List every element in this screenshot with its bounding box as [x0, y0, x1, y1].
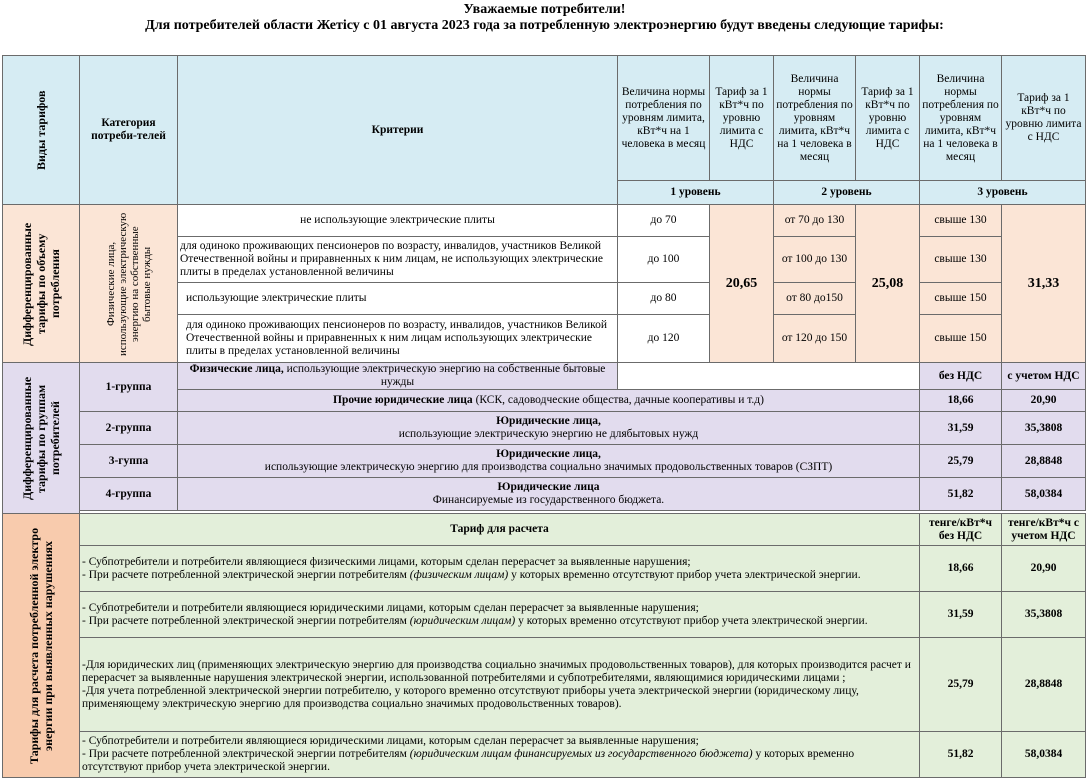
l2-row-1: от 70 до 130 [774, 205, 856, 237]
group2-label: 2-группа [80, 412, 178, 445]
criteria-row-3: использующие электрические плиты [178, 283, 618, 315]
criteria-header: Критерии [178, 56, 618, 205]
group2-text: Юридические лица, использующие электрическую энергию не длябытовых нужд [178, 412, 920, 445]
group1-vat: 20,90 [1002, 390, 1086, 412]
l3-row-4: свыше 150 [920, 315, 1002, 363]
page-title [0, 0, 1089, 34]
l2-row-3: от 80 до150 [774, 283, 856, 315]
group-filler [618, 363, 920, 390]
recalc-header: Тариф для расчета [80, 514, 920, 546]
tariff2-value: 25,08 [856, 205, 920, 363]
group4-no-vat: 51,82 [920, 478, 1002, 511]
level3-header: 3 уровень [920, 181, 1086, 205]
tariff1-value: 20,65 [710, 205, 774, 363]
group3-label: 3-гуппа [80, 445, 178, 478]
group1-no-vat: 18,66 [920, 390, 1002, 412]
group3-text: Юридические лица, использующие электрическую энергию для производства социально значимых продовольственных товаров (СЗПТ) [178, 445, 920, 478]
recalc-row-3-vat: 28,8848 [1002, 638, 1086, 732]
tariff1-header: Тариф за 1 кВт*ч по уровню лимита с НДС [710, 56, 774, 181]
l3-row-3: свыше 150 [920, 283, 1002, 315]
recalc-label: Тарифы для расчета потребленной электро энергии при выявленных нарушениях [3, 514, 80, 778]
diff-volume-label: Дифференцированные тарифы по объему потребления [3, 205, 80, 363]
recalc-row-4-no-vat: 51,82 [920, 732, 1002, 778]
group3-vat: 28,8848 [1002, 445, 1086, 478]
recalc-row-3: -Для юридических лиц (применяющих электрическую энергию для производства социально значимых продовольственных товаров), для которых производится расчет и перерасчет за выявленные нарушения электрической энергии, использованной потребителями и субпотребителями, являющимися юридическими лицами ; -Для учета потребленной электрической энергии потребителю, у которого временно отсутствуют приборы учета электрической энергии (юридическому лицу, применяющему электрическую энергию для производства социально значимых продовольственных товаров). [80, 638, 920, 732]
types-header: Виды тарифов [3, 56, 80, 205]
group1-row2: Прочие юридические лица (КСК, садоводческие общества, дачные кооперативы и т.д) [178, 390, 920, 412]
group2-vat: 35,3808 [1002, 412, 1086, 445]
title-line-2: Для потребителей области Жетісу с 01 августа 2023 года за потребленную электроэнергию будут введены следующие тарифы: [145, 18, 944, 33]
l1-row-1: до 70 [618, 205, 710, 237]
norm2-header: Величина нормы потребления по уровням лимита, кВт*ч на 1 человека в месяц [774, 56, 856, 181]
groups-col-vat: с учетом НДС [1002, 363, 1086, 390]
diff-volume-category: Физические лица, использующие электрическую энергию на собственные бытовые нужды [80, 205, 178, 363]
group1-label: 1-группа [80, 363, 178, 412]
recalc-row-1: - Субпотребители и потребители являющиеся физическими лицами, которым сделан перерасчет за выявленные нарушения; - При расчете потребленной электрической энергии потребителям (физическим лицам) у которых временно отсутствуют прибор учета электрической энергии. [80, 546, 920, 592]
recalc-row-4-vat: 58,0384 [1002, 732, 1086, 778]
l1-row-4: до 120 [618, 315, 710, 363]
group1-row1: Физические лица, использующие электрическую энергию на собственные бытовые нужды [178, 363, 618, 390]
norm1-header: Величина нормы потребления по уровням лимита, кВт*ч на 1 человека в месяц [618, 56, 710, 181]
level2-header: 2 уровень [774, 181, 920, 205]
l3-row-1: свыше 130 [920, 205, 1002, 237]
recalc-row-2-no-vat: 31,59 [920, 592, 1002, 638]
criteria-row-4: для одиноко проживающих пенсионеров по возрасту, инвалидов, участников Великой Отечественной войны и приравненных к ним лицам использующих электрические плиты в пределах установленной величины [178, 315, 618, 363]
group2-no-vat: 31,59 [920, 412, 1002, 445]
group4-vat: 58,0384 [1002, 478, 1086, 511]
l2-row-4: от 120 до 150 [774, 315, 856, 363]
l2-row-2: от 100 до 130 [774, 237, 856, 283]
tariff3-header: Тариф за 1 кВт*ч по уровню лимита с НДС [1002, 56, 1086, 181]
groups-col-no-vat: без НДС [920, 363, 1002, 390]
level1-header: 1 уровень [618, 181, 774, 205]
title-line-1: Уважаемые потребители! [463, 2, 626, 17]
norm3-header: Величина нормы потребления по уровням лимита, кВт*ч на 1 человека в месяц [920, 56, 1002, 181]
l3-row-2: свыше 130 [920, 237, 1002, 283]
recalc-col-no-vat: тенге/кВт*ч без НДС [920, 514, 1002, 546]
recalc-row-4: - Субпотребители и потребители являющиеся юридическими лицами, которым сделан перерасчет за выявленные нарушения; - При расчете потребленной электрической энергии потребителям (юридическим лицам финансируемых из государственного бюджета) у которых временно отсутствуют прибор учета электрической энергии. [80, 732, 920, 778]
category-header: Категория потреби-телей [80, 56, 178, 205]
recalc-row-2-vat: 35,3808 [1002, 592, 1086, 638]
group4-label: 4-группа [80, 478, 178, 511]
tariff-table [2, 55, 1086, 778]
criteria-row-1: не использующие электрические плиты [178, 205, 618, 237]
recalc-row-3-no-vat: 25,79 [920, 638, 1002, 732]
recalc-row-1-vat: 20,90 [1002, 546, 1086, 592]
l1-row-2: до 100 [618, 237, 710, 283]
l1-row-3: до 80 [618, 283, 710, 315]
recalc-row-1-no-vat: 18,66 [920, 546, 1002, 592]
diff-groups-label: Дифференцированные тарифы по группам потребителей [3, 363, 80, 514]
criteria-row-2: для одиноко проживающих пенсионеров по возрасту, инвалидов, участников Великой Отечественной войны и приравненных к ним лицам, не использующих электрические плиты в пределах установленной величины [178, 237, 618, 283]
tariff3-value: 31,33 [1002, 205, 1086, 363]
group3-no-vat: 25,79 [920, 445, 1002, 478]
group4-text: Юридические лица Финансируемые из государственного бюджета. [178, 478, 920, 511]
recalc-row-2: - Субпотребители и потребители являющиеся юридическими лицами, которым сделан перерасчет за выявленные нарушения; - При расчете потребленной электрической энергии потребителям (юридическим лицам) у которых временно отсутствуют прибор учета электрической энергии. [80, 592, 920, 638]
tariff2-header: Тариф за 1 кВт*ч по уровню лимита с НДС [856, 56, 920, 181]
recalc-col-vat: тенге/кВт*ч с учетом НДС [1002, 514, 1086, 546]
